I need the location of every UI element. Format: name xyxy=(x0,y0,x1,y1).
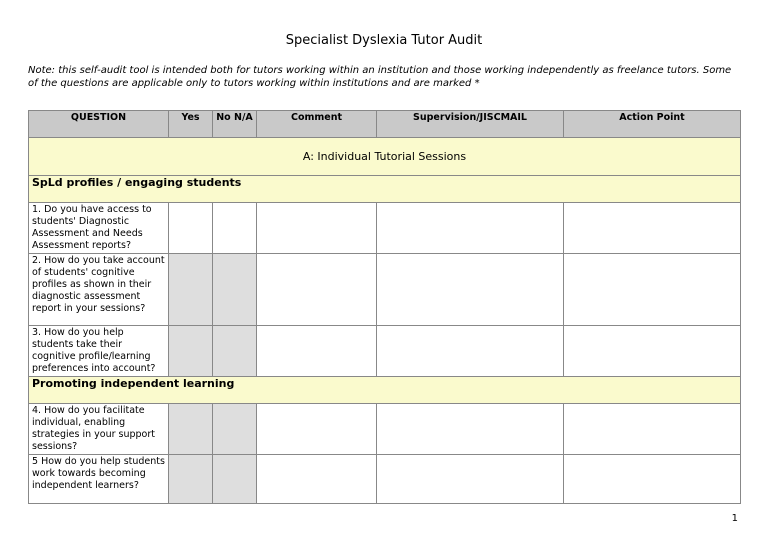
table-row xyxy=(29,254,741,326)
group-heading: SpLd profiles / engaging students xyxy=(29,176,741,203)
action-cell[interactable] xyxy=(564,455,741,504)
no-cell[interactable] xyxy=(213,455,257,504)
action-cell[interactable] xyxy=(564,326,741,377)
yes-cell[interactable] xyxy=(169,455,213,504)
comment-cell[interactable] xyxy=(257,254,377,326)
comment-cell[interactable] xyxy=(257,404,377,455)
header-question: QUESTION xyxy=(29,111,169,138)
no-cell[interactable] xyxy=(213,203,257,254)
table-row xyxy=(29,326,741,377)
yes-cell[interactable] xyxy=(169,254,213,326)
audit-table xyxy=(28,110,741,504)
supervision-cell[interactable] xyxy=(377,404,564,455)
action-cell[interactable] xyxy=(564,404,741,455)
supervision-cell[interactable] xyxy=(377,326,564,377)
question-cell: 3. How do you help students take their cognitive profile/learning preferences into account? xyxy=(29,326,169,377)
header-no-na: No N/A xyxy=(213,111,257,138)
header-row xyxy=(29,111,741,138)
page-number: 1 xyxy=(731,513,738,524)
comment-cell[interactable] xyxy=(257,203,377,254)
no-cell[interactable] xyxy=(213,404,257,455)
yes-cell[interactable] xyxy=(169,326,213,377)
group-heading: Promoting independent learning xyxy=(29,377,741,404)
action-cell[interactable] xyxy=(564,254,741,326)
header-yes: Yes xyxy=(169,111,213,138)
action-cell[interactable] xyxy=(564,203,741,254)
header-comment: Comment xyxy=(257,111,377,138)
question-cell: 2. How do you take account of students' cognitive profiles as shown in their diagnostic assessment report in your sessions? xyxy=(29,254,169,326)
no-cell[interactable] xyxy=(213,326,257,377)
section-heading: A: Individual Tutorial Sessions xyxy=(29,138,741,176)
yes-cell[interactable] xyxy=(169,203,213,254)
supervision-cell[interactable] xyxy=(377,455,564,504)
table-row xyxy=(29,455,741,504)
question-cell: 1. Do you have access to students' Diagnostic Assessment and Needs Assessment reports? xyxy=(29,203,169,254)
note-text: Note: this self-audit tool is intended both for tutors working within an institution and those working independently as freelance tutors. Some of the questions are applicable only to tutors working within institutions and are marked * xyxy=(28,65,732,89)
comment-cell[interactable] xyxy=(257,326,377,377)
no-cell[interactable] xyxy=(213,254,257,326)
header-action-point: Action Point xyxy=(564,111,741,138)
table-row xyxy=(29,404,741,455)
document-title: Specialist Dyslexia Tutor Audit xyxy=(285,33,483,48)
supervision-cell[interactable] xyxy=(377,254,564,326)
table-row xyxy=(29,203,741,254)
yes-cell[interactable] xyxy=(169,404,213,455)
comment-cell[interactable] xyxy=(257,455,377,504)
question-cell: 4. How do you facilitate individual, enabling strategies in your support sessions? xyxy=(29,404,169,455)
header-supervision: Supervision/JISCMAIL xyxy=(377,111,564,138)
supervision-cell[interactable] xyxy=(377,203,564,254)
question-cell: 5 How do you help students work towards becoming independent learners? xyxy=(29,455,169,504)
